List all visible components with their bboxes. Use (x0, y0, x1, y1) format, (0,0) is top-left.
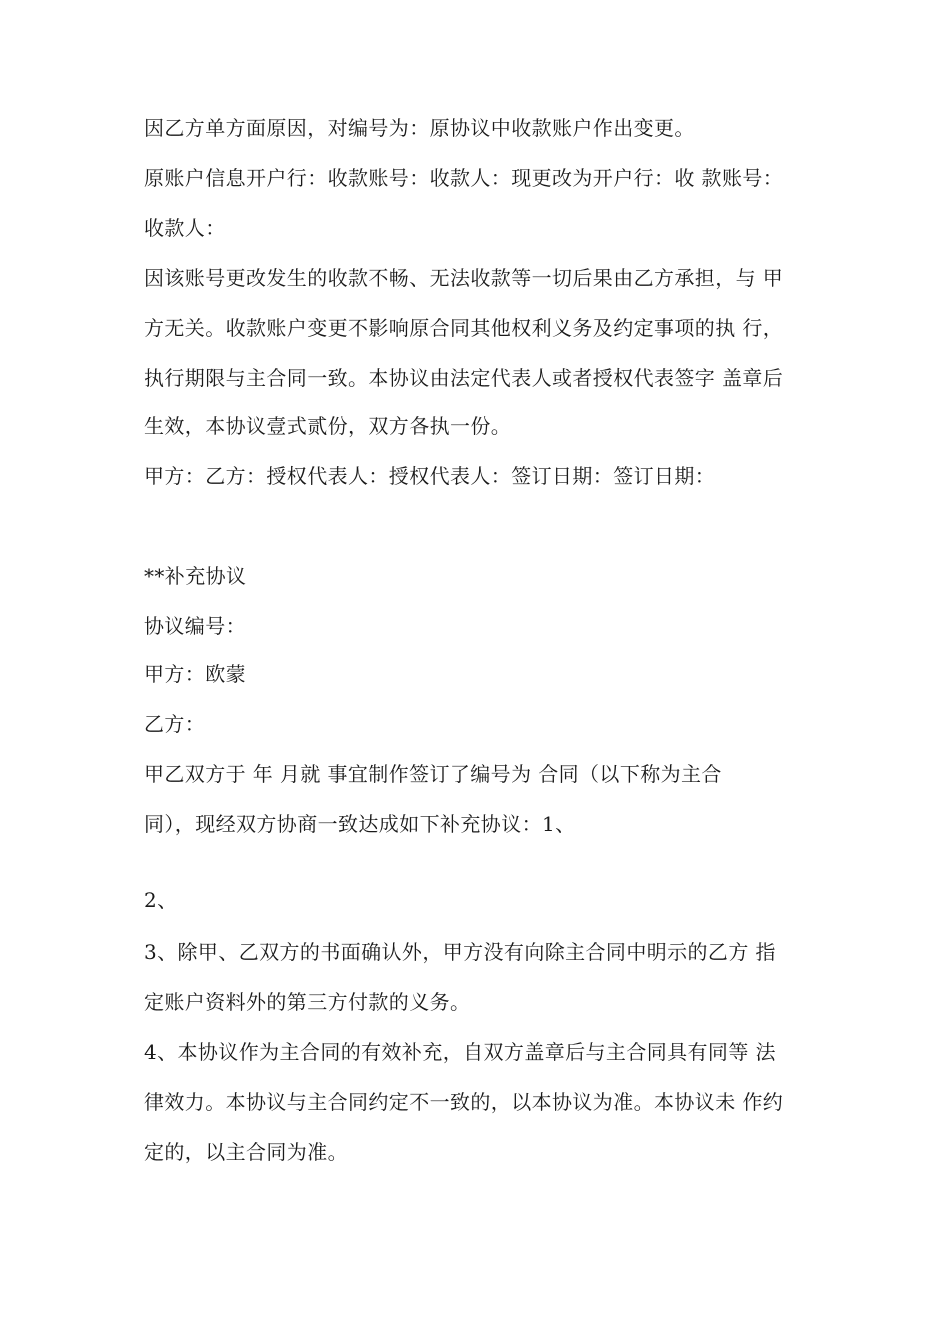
text-line-7: 生效，本协议壹式贰份，双方各执一份。 (144, 414, 512, 438)
text-line-1: 因乙方单方面原因，对编号为：原协议中收款账户作出变更。 (144, 116, 695, 140)
party-a: 甲方：欧蒙 (144, 662, 246, 686)
item-4-line-2: 律效力。本协议与主合同约定不一致的，以本协议为准。本协议未 作约 (144, 1090, 784, 1114)
text-line-6: 执行期限与主合同一致。本协议由法定代表人或者授权代表签字 盖章后 (144, 366, 784, 390)
text-line-14: 同），现经双方协商一致达成如下补充协议：1、 (144, 812, 576, 836)
item-4-line-3: 定的，以主合同为准。 (144, 1140, 348, 1164)
text-line-4: 因该账号更改发生的收款不畅、无法收款等一切后果由乙方承担，与 甲 (144, 266, 784, 290)
party-b: 乙方： (144, 712, 206, 736)
supplement-title: **补充协议 (144, 564, 247, 588)
text-line-5: 方无关。收款账户变更不影响原合同其他权利义务及约定事项的执 行， (144, 316, 784, 340)
item-4-line-1: 4、本协议作为主合同的有效补充，自双方盖章后与主合同具有同等 法 (144, 1040, 776, 1064)
text-line-3: 收款人： (144, 216, 226, 240)
text-line-2: 原账户信息开户行：收款账号：收款人：现更改为开户行：收 款账号： (144, 166, 784, 190)
signature-line: 甲方：乙方：授权代表人：授权代表人：签订日期：签订日期： (144, 464, 716, 488)
agreement-number: 协议编号： (144, 614, 246, 638)
item-3-line-1: 3、除甲、乙双方的书面确认外，甲方没有向除主合同中明示的乙方 指 (144, 940, 776, 964)
item-3-line-2: 定账户资料外的第三方付款的义务。 (144, 990, 471, 1014)
item-2: 2、 (144, 888, 178, 912)
text-line-13: 甲乙双方于 年 月就 事宜制作签订了编号为 合同（以下称为主合 (144, 762, 722, 786)
